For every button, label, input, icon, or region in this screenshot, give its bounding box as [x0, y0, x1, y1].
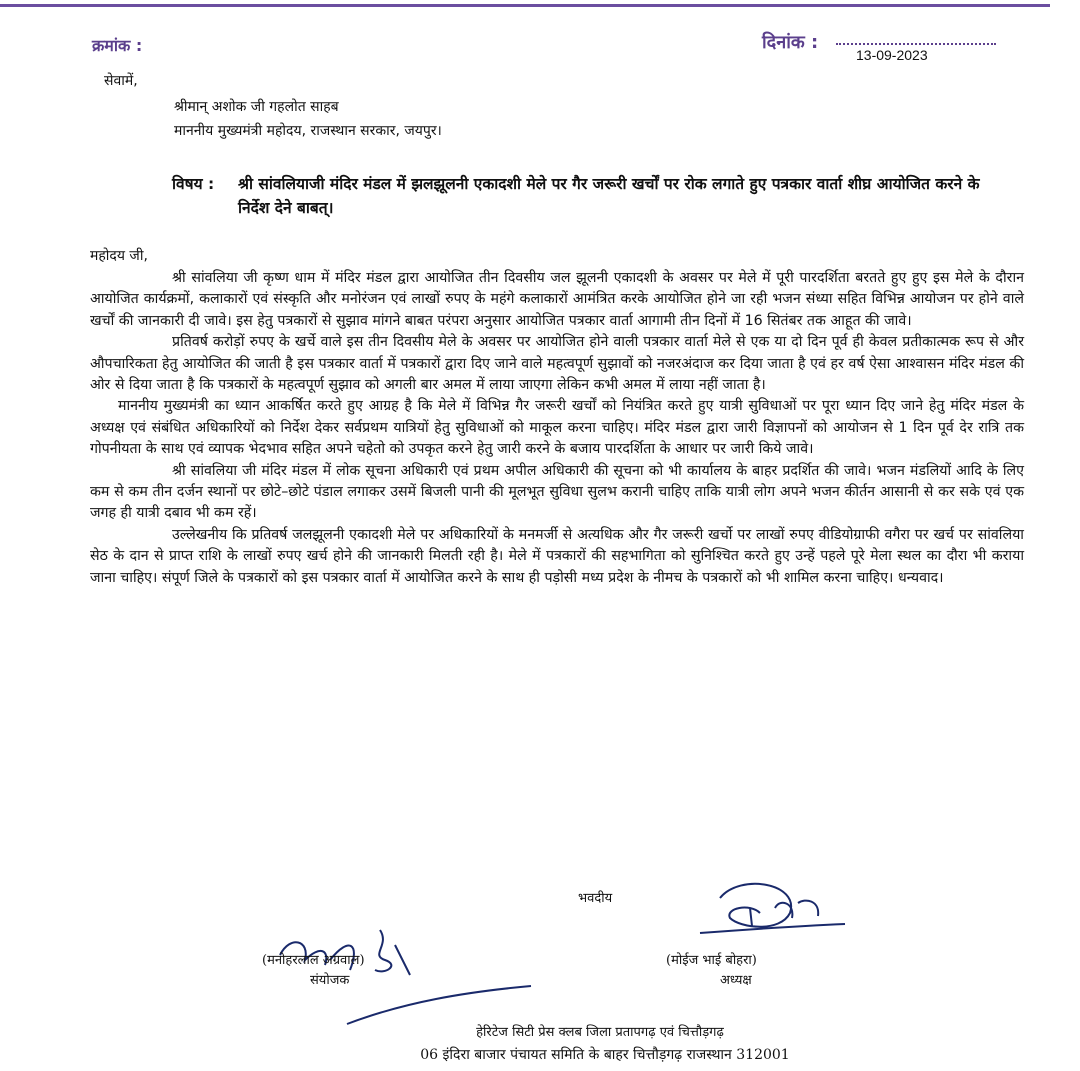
subject-block	[172, 172, 1012, 220]
closing-bhavdiya: भवदीय	[578, 891, 613, 906]
serial-label: क्रमांक :	[92, 36, 143, 55]
recipient-name: श्रीमान् अशोक जी गहलोत साहब	[174, 99, 339, 115]
paragraph-1: श्री सांवलिया जी कृष्ण धाम में मंदिर मंडल द्वारा आयोजित तीन दिवसीय जल झूलनी एकादशी के अवसर पर मेले में पूरी पारदर्शिता बरतते हुए हुए इस मेले के दौरान आयोजित कार्यक्रमों, कलाकारों एवं संस्कृति और मनोरंजन एवं लाखों रुपए के महंगे कलाकारों आमंत्रित करके आयोजित होने जा रही भजन संध्या सहित विभिन्न आयोजन पर होने वाले खर्चों की जानकारी दी जावे। इस हेतु पत्रकारों से सुझाव मांगने बाबत परंपरा अनुसार आयोजित पत्रकार वार्ता आगामी तीन दिनों में 16 सितंबर तक आहूत की जावे।	[90, 270, 1024, 329]
salutation: सेवामें,	[104, 73, 138, 89]
paragraph-4: श्री सांवलिया जी मंदिर मंडल में लोक सूचना अधिकारी एवं प्रथम अपील अधिकारी की सूचना को भी कार्यालय के बाहर प्रदर्शित की जावे। भजन मंडलियों आदि के लिए कम से कम तीन दर्जन स्थानों पर छोटे–छोटे पंडाल लगाकर उसमें बिजली पानी की मूलभूत सुविधा सुलभ करानी चाहिए ताकि यात्री लोग अपने भजन कीर्तन आसानी से कर सके एवं एक जगह ही यात्री दबाव भी कम रहें।	[90, 462, 1024, 522]
date-label: दिनांक :	[762, 32, 819, 53]
recipient-designation: माननीय मुख्यमंत्री महोदय, राजस्थान सरकार, जयपुर।	[174, 123, 442, 139]
pen-stroke	[345, 982, 535, 1027]
footer-organization: हेरिटेज सिटी प्रेस क्लब जिला प्रतापगढ़ एवं चित्तौड़गढ़	[476, 1025, 724, 1040]
letter-body	[90, 268, 1024, 589]
signature-right	[680, 878, 850, 958]
president-role: अध्यक्ष	[720, 973, 752, 988]
president-name: (मोईज भाई बोहरा)	[666, 953, 757, 968]
date-value: 13-09-2023	[856, 47, 928, 63]
greeting: महोदय जी,	[90, 248, 148, 264]
paragraph-3: माननीय मुख्यमंत्री का ध्यान आकर्षित करते हुए आग्रह है कि मेले में विभिन्न गैर जरूरी खर्चों को नियंत्रित करते हुए यात्री सुविधाओं पर पूरा ध्यान दिए जाने हेतु मंदिर मंडल के अध्यक्ष एवं संबंधित अधिकारियों को निर्देश देकर सर्वप्रथम यात्रियों हेतु सुविधाओं को माकूल करना चाहिए। मंदिर मंडल द्वारा जारी विज्ञापनों को आयोजन से 1 दिन पूर्व देर रात्रि तक गोपनीयता के साथ एवं व्यापक भेदभाव सहित अपने चहेतो को उपकृत करने हेतु जारी करने के बजाय पारदर्शिता के आधार पर जारी किये जावे।	[90, 398, 1024, 458]
header-rule	[0, 4, 1050, 7]
subject-label: विषय :	[172, 175, 215, 193]
footer-address: 06 इंदिरा बाजार पंचायत समिति के बाहर चित्तौड़गढ़ राजस्थान 312001	[420, 1047, 790, 1063]
subject-text: श्री सांवलियाजी मंदिर मंडल में झलझूलनी एकादशी मेले पर गैर जरूरी खर्चों पर रोक लगाते हुए पत्रकार वार्ता शीघ्र आयोजित करने के निर्देश देने बाबत्।	[238, 175, 980, 217]
paragraph-5: उल्लेखनीय कि प्रतिवर्ष जलझूलनी एकादशी मेले पर अधिकारियों के मनमर्जी से अत्यधिक और गैर जरूरी खर्चो पर लाखों रुपए वीडियोग्राफी वगैरा पर खर्च पर सांवलिया सेठ के दान से प्राप्त राशि के लाखों रुपए खर्च होने की जानकारी मिलती रही है। मेले में पत्रकारों की सहभागिता को सुनिश्चित करते हुए उन्हें पहले पूरे मेला स्थल का दौरा भी कराया जाना चाहिए। संपूर्ण जिले के पत्रकारों को इस पत्रकार वार्ता में आयोजित करने के साथ ही पड़ोसी मध्य प्रदेश के नीमच के पत्रकारों को भी शामिल करना चाहिए। धन्यवाद।	[90, 526, 1024, 586]
convener-role: संयोजक	[310, 973, 350, 988]
date-dotted-line	[836, 33, 996, 45]
convener-name: (मनोहरलाल अग्रवाल)	[262, 953, 365, 968]
paragraph-2: प्रतिवर्ष करोड़ों रुपए के खर्चे वाले इस तीन दिवसीय मेले के अवसर पर आयोजित होने वाली पत्रकार वार्ता मेले से एक या दो दिन पूर्व ही केवल प्रतीकात्मक रूप से और औपचारिकता हेतु आयोजित की जाती है इस पत्रकार वार्ता में पत्रकारों द्वारा दिए जाने वाले महत्वपूर्ण सुझावों को नजरअंदाज कर दिया जाता है एवं हर वर्ष ऐसा आश्वासन मंदिर मंडल की ओर से दिया जाता है कि पत्रकारों के महत्वपूर्ण सुझाव को अगली बार अमल में लाया जाएगा लेकिन कभी अमल में लाया नहीं जाता है।	[90, 334, 1024, 394]
